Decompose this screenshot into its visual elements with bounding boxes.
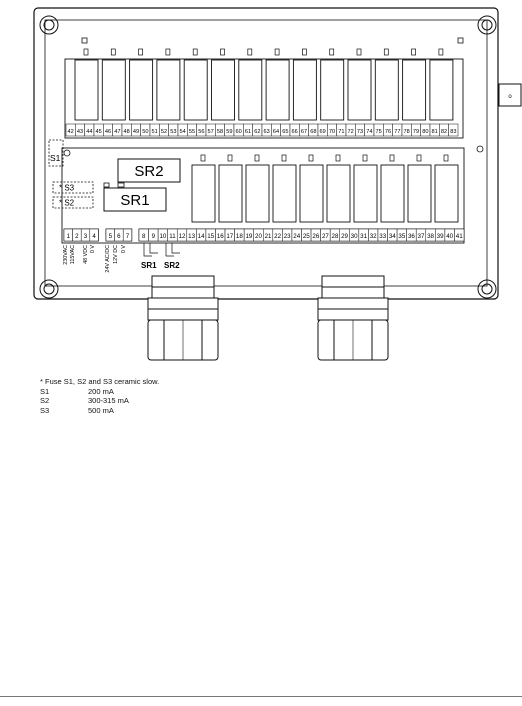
top-relay	[321, 60, 344, 120]
fuse-note-value: 300-315 mA	[88, 396, 129, 405]
terminal-number: 61	[244, 129, 252, 135]
top-relay	[130, 60, 153, 120]
sr1-wire-label: SR1	[141, 261, 157, 270]
terminal-number: 2	[75, 233, 79, 240]
terminal-number: 59	[226, 129, 233, 135]
side-connector-mark: o	[508, 94, 512, 100]
terminal-number: 72	[347, 129, 354, 135]
cable-gland-left	[148, 276, 218, 360]
fuse-note-row	[40, 396, 159, 406]
lower-relay	[408, 165, 431, 222]
terminal-number: 78	[403, 129, 410, 135]
terminal-number: 18	[235, 233, 243, 240]
supply-label: 12V DC	[113, 245, 119, 264]
terminal-number: 12	[178, 233, 186, 240]
supply-label: 230VAC	[63, 245, 69, 265]
fuse-note-code: S3	[40, 405, 50, 415]
fuse-note-code: S1	[40, 386, 50, 396]
terminal-number: 38	[427, 233, 434, 240]
terminal-number: 33	[379, 233, 387, 240]
top-relay	[375, 60, 398, 120]
terminal-number: 28	[331, 233, 339, 240]
terminal-number: 70	[328, 129, 336, 135]
terminal-number: 11	[169, 233, 176, 240]
supply-label: 0 V	[90, 245, 96, 254]
terminal-number: 51	[151, 129, 158, 135]
terminal-number: 9	[151, 233, 156, 240]
top-relay	[184, 60, 207, 120]
fuse-s2-label: * S2	[59, 198, 75, 208]
fuse-s1-label: S1	[50, 153, 61, 163]
terminal-number: 1	[66, 233, 71, 240]
fuse-note-value: 200 mA	[88, 386, 114, 396]
terminal-number: 23	[283, 233, 291, 240]
terminal-number: 47	[114, 129, 121, 135]
terminal-number: 55	[188, 129, 196, 135]
lower-relay	[246, 165, 269, 222]
top-relay	[430, 60, 453, 120]
lower-relay	[354, 165, 377, 222]
terminal-number: 10	[159, 233, 167, 240]
top-relay	[403, 60, 426, 120]
terminal-number: 5	[108, 233, 113, 240]
terminal-number: 42	[67, 129, 74, 135]
terminal-number: 67	[300, 129, 308, 135]
terminal-number: 41	[455, 233, 463, 240]
terminal-number: 21	[264, 233, 272, 240]
terminal-number: 4	[92, 233, 96, 240]
sr1-label: SR1	[120, 192, 150, 209]
supply-label: 48 VDC	[83, 245, 89, 264]
terminal-number: 57	[207, 129, 214, 135]
top-relay	[75, 60, 98, 120]
terminal-number: 29	[341, 233, 348, 240]
terminal-number: 64	[272, 129, 280, 135]
terminal-number: 66	[291, 129, 298, 135]
terminal-number: 79	[412, 129, 420, 135]
lower-relay	[219, 165, 242, 222]
fuse-note-value: 500 mA	[88, 405, 114, 415]
terminal-number: 7	[125, 233, 130, 240]
terminal-number: 16	[216, 233, 224, 240]
terminal-number: 53	[170, 129, 177, 135]
terminal-number: 83	[450, 129, 457, 135]
cable-gland-right	[318, 276, 388, 360]
terminal-number: 15	[207, 233, 215, 240]
lower-relay	[192, 165, 215, 222]
top-relay	[293, 60, 316, 120]
terminal-number: 44	[86, 129, 93, 135]
terminal-number: 81	[431, 129, 438, 135]
terminal-number: 71	[338, 129, 345, 135]
terminal-number: 74	[366, 129, 373, 135]
terminal-number: 36	[407, 233, 415, 240]
lower-relay	[327, 165, 350, 222]
fuse-notes	[40, 377, 159, 415]
lower-relay	[435, 165, 458, 222]
terminal-number: 30	[350, 233, 358, 240]
terminal-number: 13	[188, 233, 196, 240]
fuse-note-row	[40, 406, 159, 416]
terminal-number: 6	[117, 233, 121, 240]
fuse-s3-label: * S3	[59, 183, 75, 193]
top-relay	[348, 60, 371, 120]
top-relay	[239, 60, 262, 120]
terminal-number: 8	[142, 233, 146, 240]
terminal-number: 32	[369, 233, 377, 240]
terminal-number: 20	[255, 233, 262, 240]
page-footer-rule	[0, 696, 522, 697]
terminal-number: 37	[417, 233, 425, 240]
terminal-number: 39	[436, 233, 444, 240]
terminal-number: 75	[375, 129, 382, 135]
terminal-number: 45	[95, 129, 102, 135]
terminal-number: 69	[319, 129, 326, 135]
terminal-number: 26	[312, 233, 320, 240]
terminal-number: 49	[132, 129, 140, 135]
supply-label: 115VAC	[70, 245, 76, 265]
terminal-number: 50	[142, 129, 149, 135]
fuse-note-code: S2	[40, 396, 50, 405]
terminal-number: 14	[197, 233, 205, 240]
top-relay	[157, 60, 180, 120]
lower-relay	[381, 165, 404, 222]
terminal-number: 31	[360, 233, 368, 240]
top-relay	[102, 60, 125, 120]
terminal-number: 22	[274, 233, 282, 240]
terminal-number: 77	[394, 129, 401, 135]
fuse-note-row	[40, 387, 159, 397]
terminal-number: 60	[235, 129, 242, 135]
lower-relay	[300, 165, 323, 222]
terminal-number: 56	[198, 129, 205, 135]
terminal-number: 43	[76, 129, 84, 135]
supply-label: 24V AC/DC	[105, 245, 111, 273]
terminal-number: 76	[384, 129, 392, 135]
terminal-number: 17	[226, 233, 234, 240]
terminal-number: 82	[440, 129, 448, 135]
terminal-number: 19	[245, 233, 253, 240]
sr2-label: SR2	[134, 163, 164, 180]
top-relay	[266, 60, 289, 120]
enclosure-outline	[34, 8, 498, 299]
terminal-number: 46	[104, 129, 112, 135]
terminal-number: 24	[293, 233, 301, 240]
terminal-number: 25	[302, 233, 310, 240]
terminal-number: 52	[160, 129, 168, 135]
fuse-notes-heading: * Fuse S1, S2 and S3 ceramic slow.	[40, 377, 160, 386]
terminal-number: 68	[310, 129, 317, 135]
terminal-number: 3	[83, 233, 88, 240]
terminal-number: 58	[216, 129, 224, 135]
terminal-number: 62	[254, 129, 261, 135]
terminal-number: 35	[398, 233, 406, 240]
terminal-number: 48	[123, 129, 130, 135]
terminal-number: 73	[356, 129, 364, 135]
terminal-number: 27	[321, 233, 329, 240]
terminal-number: 80	[422, 129, 429, 135]
sr2-wire-label: SR2	[164, 261, 180, 270]
top-relay	[212, 60, 235, 120]
terminal-number: 63	[263, 129, 270, 135]
lower-relay	[273, 165, 296, 222]
supply-label: 0 V	[121, 245, 127, 254]
terminal-number: 65	[282, 129, 289, 135]
terminal-number: 40	[446, 233, 454, 240]
terminal-number: 54	[179, 129, 186, 135]
terminal-number: 34	[388, 233, 396, 240]
